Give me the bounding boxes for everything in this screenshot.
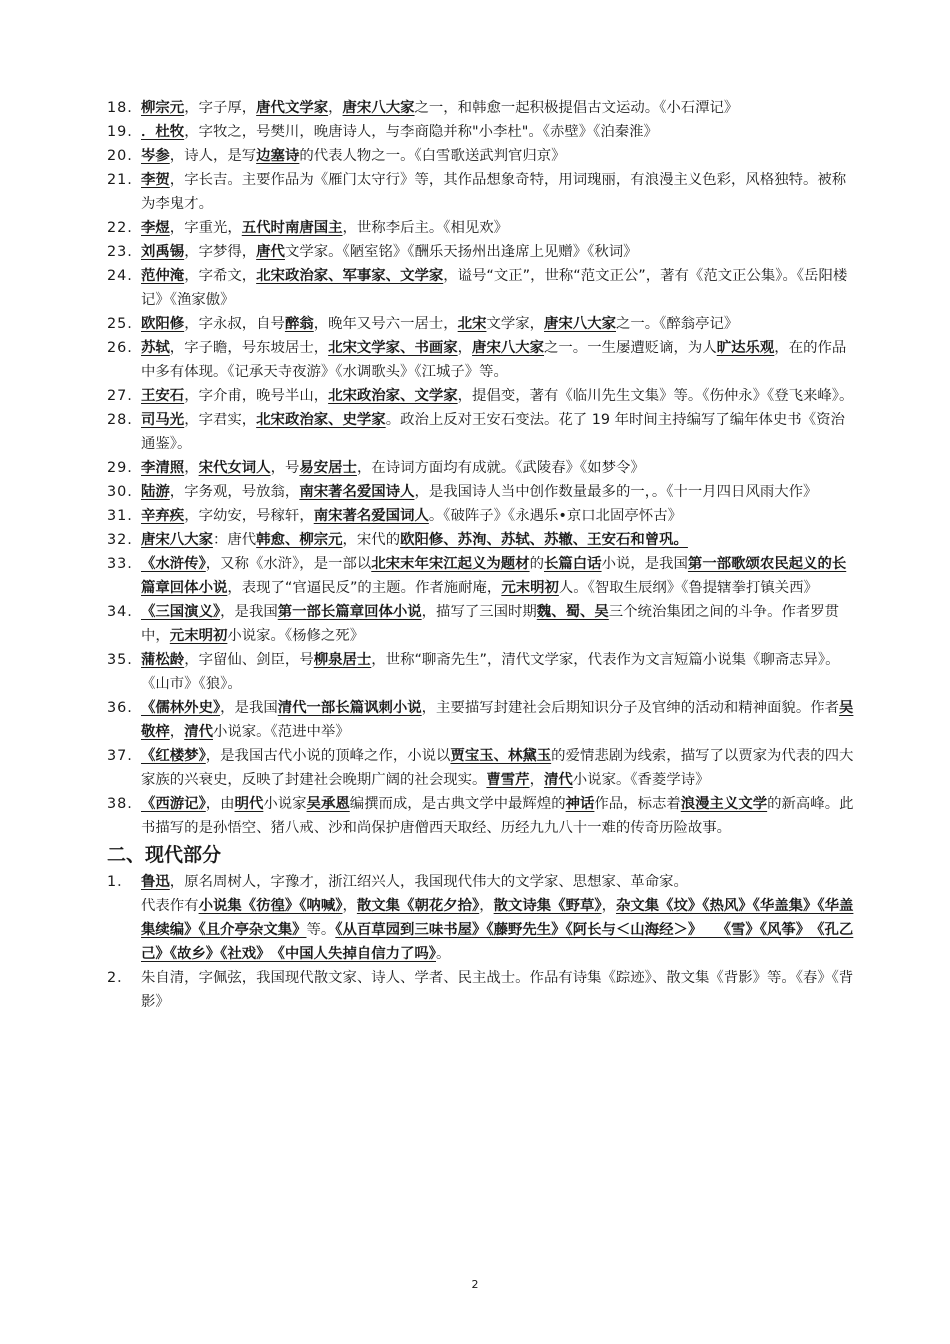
emphasis-text: 《儒林外史》 [141, 700, 221, 716]
body-text: ， [342, 898, 357, 914]
item-number: 34. [107, 604, 133, 620]
body-text: ， [601, 898, 616, 914]
emphasis-text: 边塞诗 [256, 148, 300, 164]
emphasis-text: 《三国演义》 [141, 604, 221, 620]
item-number: 27. [107, 388, 133, 404]
emphasis-text: 南宋著名爱国词人 [313, 508, 429, 524]
emphasis-text: 元末明初 [169, 628, 228, 644]
item-number: 30. [107, 484, 133, 500]
body-text: ， [169, 724, 185, 740]
list-item [107, 966, 859, 1014]
list-item [107, 408, 859, 456]
document-page [107, 96, 859, 1014]
emphasis-text: 第一部长篇章回体小说 [277, 604, 422, 620]
body-text: ，又称《水浒》，是一部以 [205, 556, 372, 572]
emphasis-text: 陆游 [141, 484, 170, 500]
emphasis-text: 北宋政治家、文学家 [328, 388, 458, 404]
emphasis-text: 北宋文学家、书画家 [328, 340, 458, 356]
item-number: 28. [107, 412, 133, 428]
list-item [107, 264, 859, 312]
body-text: ，字牧之，号樊川，晚唐诗人，与李商隐并称"小李杜"。《赤壁》《泊秦淮》 [184, 124, 658, 140]
body-text: 朱自清，字佩弦，我国现代散文家、诗人、学者、民主战士。作品有诗集《踪迹》、散文集《背影》等。《春》《背影》 [141, 970, 854, 1010]
body-text: 的新高峰。此书描写的是孙悟空、猪八戒、沙和尚保护唐僧西天取经、历经九九八十一难的传奇历险故事。 [141, 796, 854, 836]
body-text: ， [328, 100, 343, 116]
body-text: ，在的作品中多有体现。《记承天寺夜游》《水调歌头》《江城子》等。 [141, 340, 847, 380]
body-text: ，字梦得， [184, 244, 257, 260]
body-text: ，是我国 [220, 700, 278, 716]
page-number: 2 [471, 1278, 479, 1291]
emphasis-text: 曹雪芹 [486, 772, 530, 788]
emphasis-text: 易安居士 [299, 460, 357, 476]
body-text: 之一。一生屡遭贬谪，为人 [544, 340, 717, 356]
list-item [107, 120, 859, 144]
emphasis-text: 《水浒传》 [141, 556, 206, 572]
item-text [141, 600, 859, 648]
body-text: ， [479, 898, 494, 914]
item-text [141, 168, 859, 216]
body-text: 的代表人物之一。《白雪歌送武判官归京》 [299, 148, 566, 164]
item-number: 29. [107, 460, 133, 476]
item-number: 19. [107, 124, 133, 140]
emphasis-text: 清代一部长篇讽刺小说 [277, 700, 422, 716]
body-text: ，是我国诗人当中创作数量最多的一，。《十一月四日风雨大作》 [414, 484, 818, 500]
body-text: 文学家， [486, 316, 545, 332]
body-text: ，宋代的 [342, 532, 401, 548]
item-number: 24. [107, 268, 133, 284]
body-text: 代表作有 [141, 898, 199, 914]
list-item [107, 528, 859, 552]
item-text [141, 744, 859, 792]
body-text: 的爱情悲剧为线索，描写了以贾家为代表的四大家族的兴衰史，反映了封建社会晚期广阔的社会现实。 [141, 748, 854, 788]
emphasis-text: 五代时南唐国主 [241, 220, 343, 236]
body-text: ，字务观，号放翁， [169, 484, 300, 500]
emphasis-text: 《从百草园到三味书屋》《藤野先生》《阿长与＜山海经＞》 《雪》《风筝》 《孔乙己》《故乡》《社戏》 《中国人失掉自信力了吗》 [141, 922, 854, 962]
emphasis-text: 《红楼梦》 [141, 748, 206, 764]
emphasis-text: 岑参 [141, 148, 170, 164]
item-text [141, 240, 859, 264]
body-text: ，世称“聊斋先生”，清代文学家，代表作为文言短篇小说集《聊斋志异》。《山市》《狼》。 [141, 652, 840, 692]
body-text: ，字介甫，晚号半山， [184, 388, 329, 404]
body-text: 小说家 [263, 796, 307, 812]
emphasis-text: 韩愈、柳宗元 [256, 532, 343, 548]
body-text: 小说家。《香菱学诗》 [572, 772, 710, 788]
emphasis-text: 吴承恩 [306, 796, 350, 812]
emphasis-text: 小说集《彷徨》《呐喊》 [198, 898, 343, 914]
list-item [107, 240, 859, 264]
body-text: ，描写了三国时期 [421, 604, 537, 620]
body-text: ，字永叔，自号 [184, 316, 285, 332]
item-number: 36. [107, 700, 133, 716]
item-text [141, 408, 859, 456]
item-number: 37. [107, 748, 133, 764]
body-text: 人。《智取生辰纲》《鲁提辖拳打镇关西》 [558, 580, 818, 596]
emphasis-text: 鲁迅 [141, 874, 170, 890]
body-text: ，表现了“官逼民反”的主题。作者施耐庵， [227, 580, 502, 596]
body-text: 小说，是我国 [601, 556, 688, 572]
body-text: 之一，和韩愈一起积极提倡古文运动。《小石潭记》 [414, 100, 739, 116]
list-item [107, 144, 859, 168]
emphasis-text: 宋代女词人 [198, 460, 271, 476]
emphasis-text: 醉翁 [284, 316, 314, 332]
item-number: 22. [107, 220, 133, 236]
body-text: 等。 [306, 922, 336, 938]
list-item [107, 504, 859, 528]
emphasis-text: 刘禹锡 [141, 244, 185, 260]
emphasis-text: 唐宋八大家 [544, 316, 616, 332]
body-text: ，字长吉。主要作品为《雁门太守行》等，其作品想象奇特，用词瑰丽，有浪漫主义色彩，风格独特。被称为李鬼才。 [141, 172, 847, 212]
item-number: 20. [107, 148, 133, 164]
emphasis-text: 第一部歌颂农民起义的长篇章回体小说 [141, 556, 847, 596]
emphasis-text: 北宋末年宋江起义为题材 [371, 556, 530, 572]
emphasis-text: 柳宗元 [141, 100, 185, 116]
body-text: 的 [529, 556, 544, 572]
item-number: 35. [107, 652, 133, 668]
item-text [141, 120, 859, 144]
emphasis-text: 《西游记》 [141, 796, 206, 812]
list-item [107, 744, 859, 792]
body-text: 之一。《醉翁亭记》 [616, 316, 739, 332]
emphasis-text: 苏轼 [141, 340, 170, 356]
emphasis-text: 唐宋八大家 [342, 100, 415, 116]
emphasis-text: 唐代文学家 [256, 100, 329, 116]
emphasis-text: 柳泉居士 [313, 652, 372, 668]
emphasis-text: 辛弃疾 [141, 508, 185, 524]
item-text [141, 144, 859, 168]
emphasis-text: 浪漫主义文学 [680, 796, 768, 812]
body-text: 小说家。《范进中举》 [213, 724, 350, 740]
emphasis-text: 旷达乐观 [716, 340, 775, 356]
list-item [107, 216, 859, 240]
item-text [141, 264, 859, 312]
body-text: ，在诗词方面均有成就。《武陵春》《如梦令》 [356, 460, 645, 476]
emphasis-text: 南宋著名爱国诗人 [299, 484, 415, 500]
body-text: 小说家。《杨修之死》 [227, 628, 365, 644]
emphasis-text: 长篇白话 [543, 556, 602, 572]
item-number: 25. [107, 316, 133, 332]
body-text: ， [184, 460, 199, 476]
body-text: ，字君实， [184, 412, 257, 428]
item-number: 2． [107, 970, 133, 986]
body-text: ，由 [205, 796, 235, 812]
body-text: ，诗人，是写 [169, 148, 257, 164]
item-text [141, 336, 859, 384]
emphasis-text: 贾宝玉、林黛玉 [450, 748, 552, 764]
body-text: 文学家。《陋室铭》《酬乐天扬州出逢席上见赠》《秋词》 [284, 244, 638, 260]
emphasis-text: 清代 [543, 772, 573, 788]
list-item [107, 480, 859, 504]
emphasis-text: 杂文集《坟》《热风》《华盖集》《华盖集续编》《且介亭杂文集》 [141, 898, 854, 938]
body-text: ，字幼安，号稼轩， [184, 508, 314, 524]
emphasis-text: 唐宋八大家 [141, 532, 213, 548]
list-item [107, 696, 859, 744]
item-number: 38. [107, 796, 133, 812]
body-text: ，字留仙、剑臣，号 [184, 652, 314, 668]
item-text [141, 456, 859, 480]
item-number: 26. [107, 340, 133, 356]
emphasis-text: 散文集《朝花夕拾》 [356, 898, 480, 914]
emphasis-text: 明代 [234, 796, 264, 812]
list-item [107, 456, 859, 480]
item-text [141, 966, 859, 1014]
body-text: ：唐代 [212, 532, 257, 548]
emphasis-text: 北宋 [457, 316, 487, 332]
list-item [107, 168, 859, 216]
item-text [141, 384, 859, 408]
emphasis-text: 李清照 [141, 460, 185, 476]
emphasis-text: 散文诗集《野草》 [493, 898, 602, 914]
body-text: ， [457, 340, 473, 356]
item-number: 1． [107, 874, 133, 890]
body-text: 作品，标志着 [594, 796, 681, 812]
list-item [107, 312, 859, 336]
emphasis-text: 李煜 [141, 220, 170, 236]
item-text [141, 696, 859, 744]
item-number: 18. [107, 100, 133, 116]
item-text [141, 504, 859, 528]
emphasis-text: 清代 [184, 724, 213, 740]
emphasis-text: 王安石 [141, 388, 185, 404]
modern-section [107, 870, 859, 1014]
emphasis-text: 欧阳修 [141, 316, 185, 332]
body-text: ，字子厚， [184, 100, 257, 116]
item-text [141, 480, 859, 504]
ancient-section [107, 96, 859, 840]
emphasis-text: 欧阳修、苏洵、苏轼、苏辙、王安石和曾巩。 [400, 532, 688, 548]
body-text: 编撰而成，是古典文学中最辉煌的 [349, 796, 566, 812]
item-number: 21. [107, 172, 133, 188]
emphasis-text: 元末明初 [501, 580, 559, 596]
item-number: 33. [107, 556, 133, 572]
body-text: ，晚年又号六一居士， [313, 316, 458, 332]
emphasis-text: 吴敬梓 [141, 700, 854, 740]
item-text [141, 792, 859, 840]
emphasis-text: 魏、蜀、吴 [536, 604, 609, 620]
item-number: 31. [107, 508, 133, 524]
item-text [141, 216, 859, 240]
emphasis-text: 唐代 [256, 244, 285, 260]
list-item [107, 648, 859, 696]
item-text [141, 870, 859, 966]
body-text: ，原名周树人，字豫才，浙江绍兴人，我国现代伟大的文学家、思想家、革命家。 [169, 874, 688, 890]
item-number: 32. [107, 532, 133, 548]
list-item [107, 792, 859, 840]
body-text: ，字重光， [169, 220, 242, 236]
body-text: 。政治上反对王安石变法。花了 19 年时间主持编写了编年体史书《资治通鉴》。 [141, 412, 845, 452]
item-text [141, 312, 859, 336]
emphasis-text: 唐宋八大家 [472, 340, 545, 356]
list-item [107, 870, 859, 966]
list-item [107, 336, 859, 384]
list-item [107, 96, 859, 120]
emphasis-text: 司马光 [141, 412, 185, 428]
item-number: 23. [107, 244, 133, 260]
body-text: ，号 [270, 460, 300, 476]
body-text: ，是我国 [220, 604, 278, 620]
item-text [141, 648, 859, 696]
item-text [141, 528, 859, 552]
emphasis-text: 神话 [565, 796, 595, 812]
item-text [141, 96, 859, 120]
list-item [107, 384, 859, 408]
emphasis-text: ．杜牧 [141, 124, 185, 140]
emphasis-text: 北宋政治家、军事家、文学家 [256, 268, 444, 284]
item-extra-text [141, 894, 859, 966]
body-text: ，字希文， [184, 268, 257, 284]
body-text: 。《破阵子》《永遇乐•京口北固亭怀古》 [428, 508, 682, 524]
body-text: ，主要描写封建社会后期知识分子及官绅的活动和精神面貌。作者 [421, 700, 839, 716]
emphasis-text: 李贺 [141, 172, 170, 188]
body-text: ，提倡变，著有《临川先生文集》等。《伤仲永》《登飞来峰》。 [457, 388, 854, 404]
body-text: 。 [436, 946, 451, 962]
list-item [107, 600, 859, 648]
body-text: ，是我国古代小说的顶峰之作，小说以 [205, 748, 451, 764]
body-text: ， [529, 772, 544, 788]
section-heading: 二、现代部分 [107, 844, 222, 866]
item-text [141, 552, 859, 600]
emphasis-text: 蒲松龄 [141, 652, 185, 668]
body-text: 三个统治集团之间的斗争。作者罗贯中， [141, 604, 840, 644]
body-text: ，字子瞻，号东坡居士， [169, 340, 329, 356]
emphasis-text: 范仲淹 [141, 268, 185, 284]
body-text: ，世称李后主。《相见欢》 [342, 220, 509, 236]
body-text: ，谥号“文正”，世称“范文正公”，著有《范文正公集》。《岳阳楼记》《渔家傲》 [141, 268, 848, 308]
list-item [107, 552, 859, 600]
emphasis-text: 北宋政治家、史学家 [256, 412, 386, 428]
